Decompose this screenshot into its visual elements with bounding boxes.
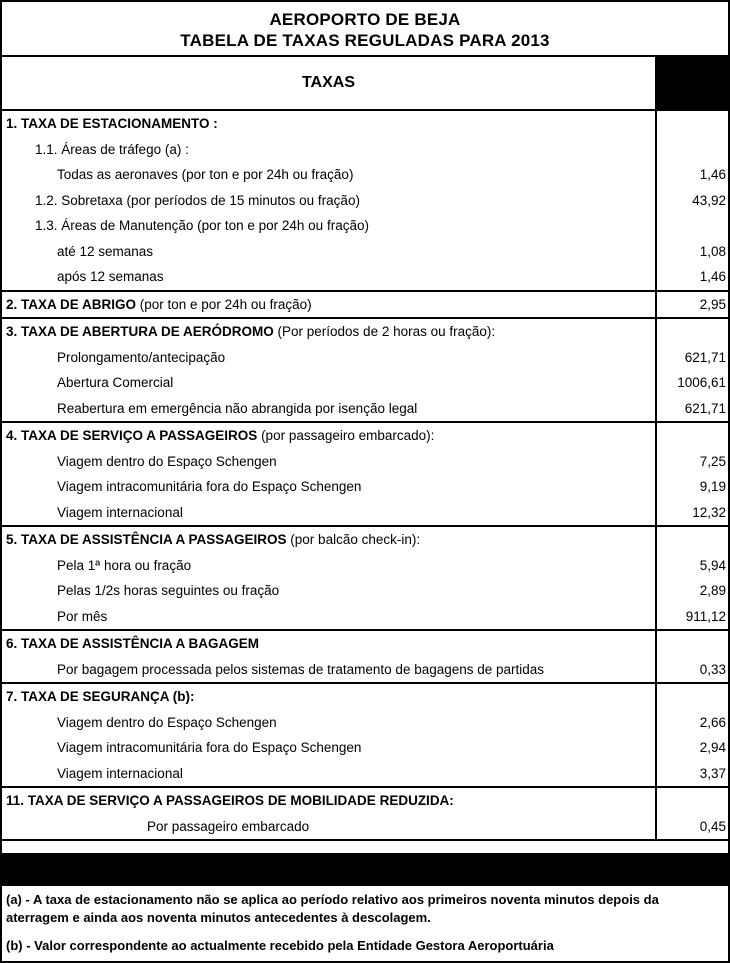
section-8 bbox=[2, 788, 728, 841]
table-header-label: TAXAS bbox=[301, 74, 356, 91]
row-label: Viagem dentro do Espaço Schengen bbox=[57, 453, 277, 469]
row-label: Por mês bbox=[57, 608, 108, 624]
separator-black-bar bbox=[2, 853, 728, 886]
row-label: Pela 1ª hora ou fração bbox=[57, 557, 192, 573]
row-value: 1,46 bbox=[655, 264, 728, 290]
row-label: Por passageiro embarcado bbox=[147, 818, 310, 834]
row-value: 2,89 bbox=[655, 578, 728, 604]
row-value: 5,94 bbox=[655, 553, 728, 579]
footnote-b: (b) - Valor correspondente ao actualmente recebido pela Entidade Gestora Aeroportuária bbox=[6, 938, 554, 953]
table-row bbox=[2, 239, 728, 265]
row-label: 2. TAXA DE ABRIGO (por ton e por 24h ou fração) bbox=[6, 296, 312, 312]
row-label: Por bagagem processada pelos sistemas de tratamento de bagagens de partidas bbox=[57, 661, 545, 677]
table-row bbox=[2, 213, 728, 239]
table-row bbox=[2, 111, 728, 137]
row-label: 6. TAXA DE ASSISTÊNCIA A BAGAGEM bbox=[6, 636, 260, 651]
row-value: 2,66 bbox=[655, 710, 728, 736]
row-value bbox=[655, 111, 728, 137]
row-label: 1. TAXA DE ESTACIONAMENTO : bbox=[6, 116, 218, 131]
table-row bbox=[2, 292, 728, 318]
table-row bbox=[2, 761, 728, 787]
document-title bbox=[2, 2, 728, 57]
row-value: 12,32 bbox=[655, 500, 728, 526]
table-row bbox=[2, 162, 728, 188]
table-row bbox=[2, 578, 728, 604]
row-value bbox=[655, 213, 728, 239]
separator-gap bbox=[2, 841, 728, 853]
table-row bbox=[2, 449, 728, 475]
row-value: 1006,61 bbox=[655, 370, 728, 396]
row-value: 43,92 bbox=[655, 188, 728, 214]
row-value: 9,19 bbox=[655, 474, 728, 500]
row-value: 7,25 bbox=[655, 449, 728, 475]
row-value bbox=[655, 631, 728, 657]
table-row bbox=[2, 684, 728, 710]
row-label: Pelas 1/2s horas seguintes ou fração bbox=[57, 583, 280, 598]
table-row bbox=[2, 710, 728, 736]
row-label: 11. TAXA DE SERVIÇO A PASSAGEIROS DE MOBILIDADE REDUZIDA: bbox=[6, 793, 454, 808]
row-label: 1.3. Áreas de Manutenção (por ton e por 24h ou fração) bbox=[35, 218, 369, 233]
table-row bbox=[2, 188, 728, 214]
row-value: 1,46 bbox=[655, 162, 728, 188]
table-body bbox=[2, 111, 728, 841]
row-label: Abertura Comercial bbox=[57, 375, 174, 390]
table-row bbox=[2, 423, 728, 449]
row-value: 621,71 bbox=[655, 345, 728, 371]
row-label: 1.2. Sobretaxa (por períodos de 15 minutos ou fração) bbox=[35, 192, 360, 208]
section-2 bbox=[2, 292, 728, 320]
table-row bbox=[2, 735, 728, 761]
table-row bbox=[2, 814, 728, 840]
table-row bbox=[2, 319, 728, 345]
row-label: Prolongamento/antecipação bbox=[57, 349, 226, 365]
table-row bbox=[2, 604, 728, 630]
row-value bbox=[655, 137, 728, 163]
row-label: Todas as aeronaves (por ton e por 24h ou fração) bbox=[57, 167, 354, 182]
row-label: após 12 semanas bbox=[57, 269, 164, 284]
row-label: 5. TAXA DE ASSISTÊNCIA A PASSAGEIROS (por balcão check-in): bbox=[6, 532, 421, 547]
row-value: 0,45 bbox=[655, 814, 728, 840]
row-value bbox=[655, 788, 728, 814]
row-value: 3,37 bbox=[655, 761, 728, 787]
section-6 bbox=[2, 631, 728, 684]
table-row bbox=[2, 788, 728, 814]
table-row bbox=[2, 500, 728, 526]
row-label: Reabertura em emergência não abrangida por isenção legal bbox=[57, 400, 418, 416]
title-line-1: AEROPORTO DE BEJA bbox=[269, 10, 461, 29]
row-label: Viagem internacional bbox=[57, 504, 183, 520]
row-label: Viagem internacional bbox=[57, 765, 183, 781]
footnote-a: (a) - A taxa de estacionamento não se aplica ao período relativo aos primeiros noventa minutos depois da aterragem e ainda aos noventa minutos antecedentes à descolagem. bbox=[6, 892, 659, 925]
table-row bbox=[2, 264, 728, 290]
row-label: 3. TAXA DE ABERTURA DE AERÓDROMO (Por períodos de 2 horas ou fração): bbox=[6, 324, 496, 339]
table-row bbox=[2, 474, 728, 500]
section-3 bbox=[2, 319, 728, 423]
table-row bbox=[2, 631, 728, 657]
header-black-cell bbox=[655, 57, 728, 109]
row-label: 1.1. Áreas de tráfego (a) : bbox=[35, 141, 189, 157]
row-value bbox=[655, 527, 728, 553]
row-value bbox=[655, 684, 728, 710]
row-value: 2,94 bbox=[655, 735, 728, 761]
footnotes bbox=[2, 891, 728, 962]
row-value: 911,12 bbox=[655, 604, 728, 630]
table-row bbox=[2, 137, 728, 163]
section-7 bbox=[2, 684, 728, 788]
table-row bbox=[2, 527, 728, 553]
table-row bbox=[2, 396, 728, 422]
table-header-row bbox=[2, 57, 728, 111]
table-row bbox=[2, 553, 728, 579]
row-label: Viagem intracomunitária fora do Espaço Schengen bbox=[57, 479, 362, 494]
row-value: 2,95 bbox=[655, 292, 728, 318]
section-4 bbox=[2, 423, 728, 527]
section-1 bbox=[2, 111, 728, 292]
table-row bbox=[2, 370, 728, 396]
row-label: 7. TAXA DE SEGURANÇA (b): bbox=[6, 689, 195, 704]
row-value bbox=[655, 319, 728, 345]
row-value bbox=[655, 423, 728, 449]
row-label: até 12 semanas bbox=[57, 243, 154, 259]
title-line-2: TABELA DE TAXAS REGULADAS PARA 2013 bbox=[180, 31, 550, 50]
table-row bbox=[2, 345, 728, 371]
row-label: Viagem dentro do Espaço Schengen bbox=[57, 714, 277, 730]
row-label: 4. TAXA DE SERVIÇO A PASSAGEIROS (por passageiro embarcado): bbox=[6, 428, 435, 443]
row-value: 621,71 bbox=[655, 396, 728, 422]
row-value: 1,08 bbox=[655, 239, 728, 265]
section-5 bbox=[2, 527, 728, 631]
row-value: 0,33 bbox=[655, 657, 728, 683]
row-label: Viagem intracomunitária fora do Espaço Schengen bbox=[57, 740, 362, 755]
table-row bbox=[2, 657, 728, 683]
